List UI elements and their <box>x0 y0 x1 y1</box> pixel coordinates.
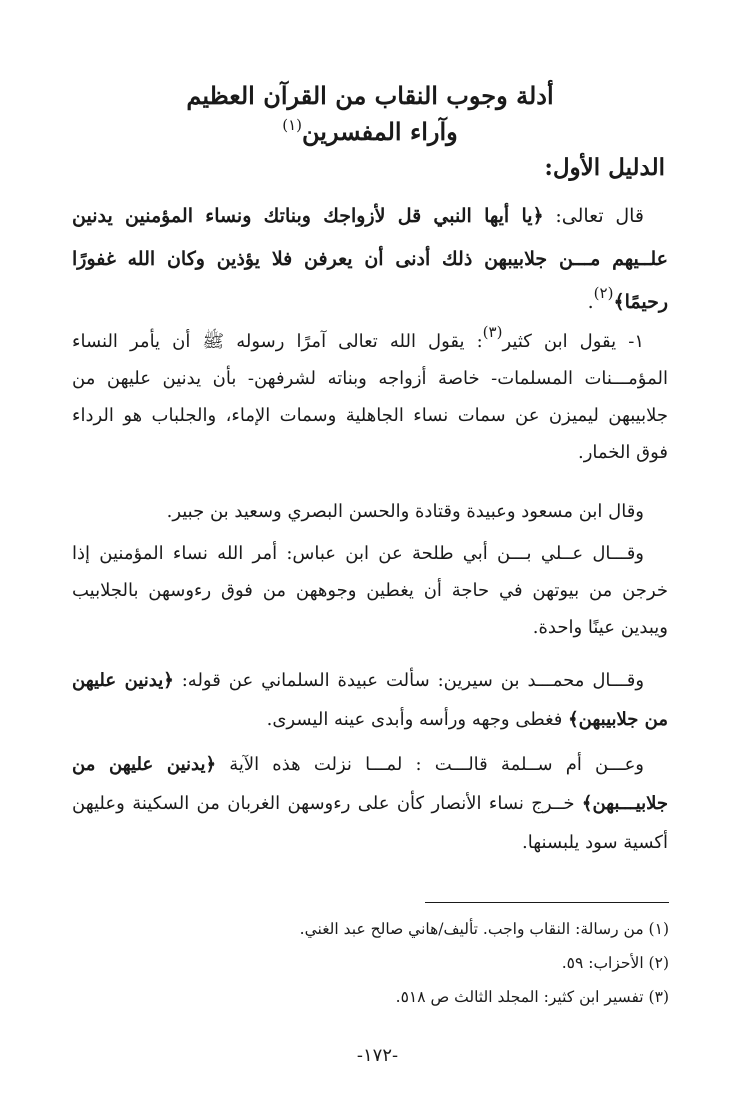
footnote-2: (٢) الأحزاب: ٥٩. <box>561 954 669 972</box>
footnote-separator <box>425 902 669 903</box>
title-line-2 <box>72 116 668 148</box>
verse-footnote-ref: (٢) <box>593 284 614 302</box>
footnote-3: (٣) تفسير ابن كثير: المجلد الثالث ص ٥١٨. <box>395 988 669 1006</box>
verse-paragraph <box>72 195 668 324</box>
paragraph-ibn-kathir <box>72 323 668 471</box>
paragraph-2-text: وقال ابن مسعود وعبيدة وقتادة والحسن البصري وسعيد بن جبير. <box>166 501 644 522</box>
verse-end: . <box>587 291 594 313</box>
quran-verse: ﴿يا أيها النبي قل لأزواجك وبناتك ونساء المؤمنين يدنين علــيهم مـــن جلابيبهن ذلك أدنى أن يعرفن فلا يؤذين وكان الله غفورًا رحيمًا﴾ <box>72 205 668 313</box>
page-number: -١٧٢- <box>356 1045 399 1066</box>
footnotes <box>87 912 669 1014</box>
verse-intro: قال تعالى: <box>543 205 645 227</box>
paragraph-5-verse: ﴿يدنين عليهن من جلابيـــبهن﴾ <box>72 754 668 814</box>
paragraph-umm-salama <box>72 745 668 862</box>
paragraph-4-verse: ﴿يدنين عليهن من جلابيبهن﴾ <box>72 670 668 730</box>
paragraph-1-lead: ١- يقول ابن كثير <box>502 331 644 352</box>
paragraph-4-tail: فغطى وجهه ورأسه وأبدى عينه اليسرى. <box>266 709 569 730</box>
title-line-1: أدلة وجوب النقاب من القرآن العظيم <box>186 81 554 110</box>
footnote-1: (١) من رسالة: النقاب واجب. تأليف/هاني صالح عبد الغني. <box>299 920 669 938</box>
paragraph-5-tail: خــرج نساء الأنصار كأن على رءوسهن الغربان من السكينة وعليهن أكسية سود يلبسنها. <box>72 793 668 853</box>
title-footnote-ref: (١) <box>282 116 302 134</box>
paragraph-ibn-sirin <box>72 661 668 739</box>
paragraph-3-text: وقـــال عــلي بـــن أبي طلحة عن ابن عباس: أمر الله نساء المؤمنين إذا خرجن من بيوتهن في حاجة أن يغطين وجوههن من فوق رءوسهن بالجلابيب ويبدين عينًا واحدة. <box>72 543 668 638</box>
paragraph-4-lead: وقـــال محمـــد بن سيرين: سألت عبيدة السلماني عن قوله: <box>173 670 645 691</box>
paragraph-ali-ibn-abi-talha <box>72 535 668 646</box>
paragraph-ibn-masud <box>72 493 668 530</box>
title-line-2-text: وآراء المفسرين <box>302 117 458 146</box>
section-heading: الدليل الأول: <box>544 154 665 181</box>
paragraph-5-lead: وعـــن أم ســلمة قالـــت : لمـــا نزلت هذه الآية <box>216 754 645 775</box>
paragraph-1-text: : يقول الله تعالى آمرًا رسوله ﷺ أن يأمر النساء المؤمـــنات المسلمات- خاصة أزواجه وبناته لشرفهن- بأن يدنين عليهن من جلابيبهن ليميزن عن سمات نساء الجاهلية وسمات الإماء، والجلباب هو الرداء فوق الخمار. <box>72 331 668 463</box>
paragraph-1-footnote-ref: (٣) <box>482 323 503 341</box>
